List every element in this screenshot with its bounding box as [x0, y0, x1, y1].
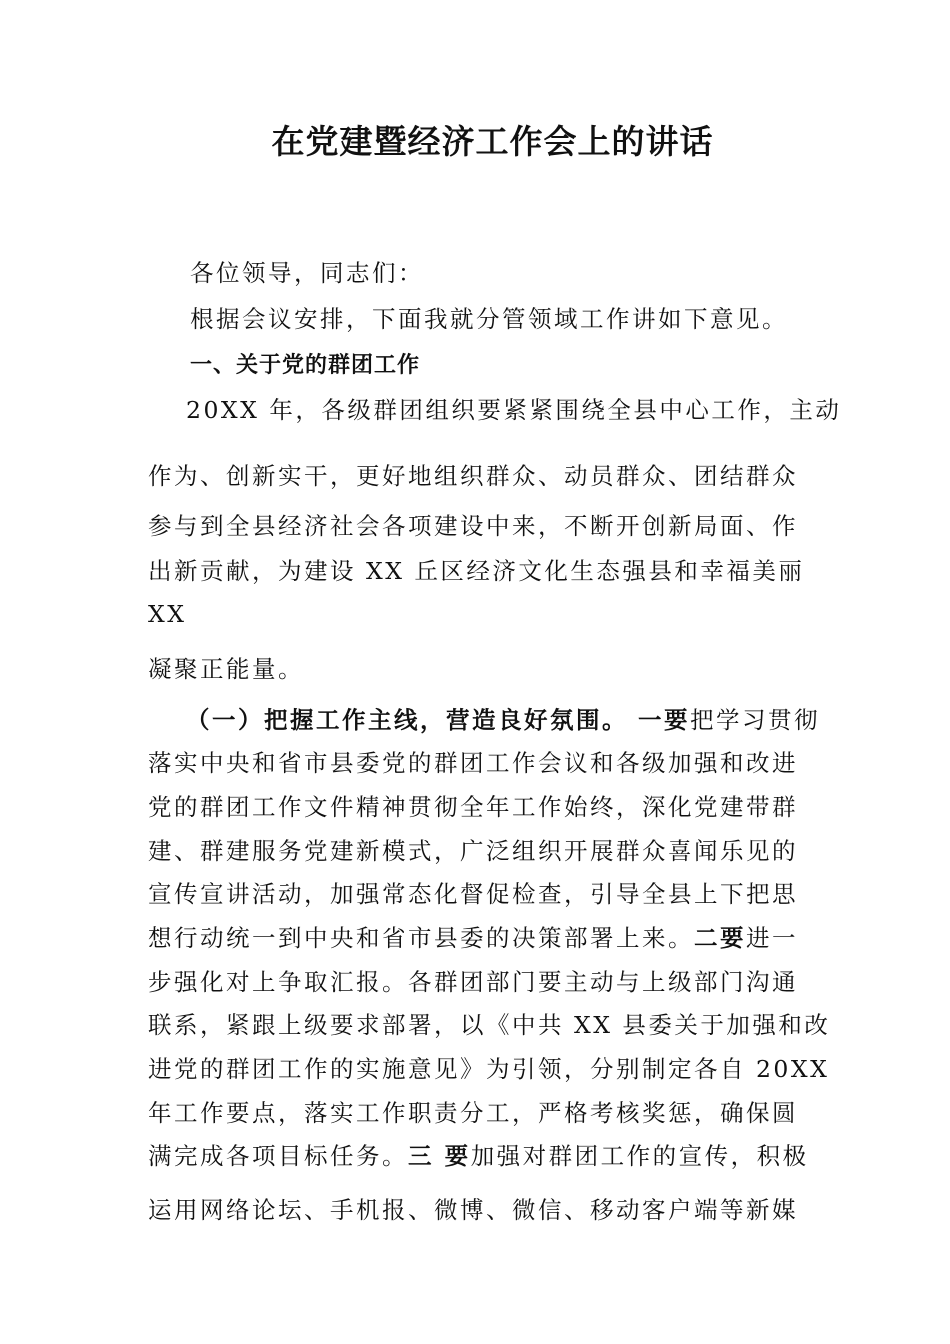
- paragraph-line: 运用网络论坛、手机报、微博、微信、移动客户端等新媒: [148, 1196, 798, 1224]
- paragraph-line: 步强化对上争取汇报。各群团部门要主动与上级部门沟通: [148, 968, 798, 996]
- paragraph-line: 进党的群团工作的实施意见》为引领，分别制定各自 20XX: [148, 1055, 830, 1083]
- paragraph-line: 参与到全县经济社会各项建设中来，不断开创新局面、作: [148, 512, 798, 540]
- subheading: （一）把握工作主线，营造良好氛围。: [186, 706, 628, 734]
- paragraph-line: 联系，紧跟上级要求部署，以《中共 XX 县委关于加强和改: [148, 1011, 831, 1039]
- paragraph-line: XX: [148, 600, 187, 628]
- keyword-san-yao: 三 要: [408, 1142, 471, 1170]
- paragraph-line: [186, 705, 820, 735]
- line-text: 进一: [746, 924, 798, 952]
- paragraph-line: 宣传宣讲活动，加强常态化督促检查，引导全县上下把思: [148, 880, 798, 908]
- line-text: 把学习贯彻: [689, 706, 820, 734]
- section-heading: 一、关于党的群团工作: [190, 353, 421, 378]
- line-text: 加强对群团工作的宣传，积极: [470, 1142, 809, 1170]
- keyword-yi-yao: 一要: [637, 706, 690, 734]
- paragraph-line: [148, 1141, 809, 1171]
- paragraph-line: 出新贡献，为建设 XX 丘区经济文化生态强县和幸福美丽: [148, 557, 805, 585]
- paragraph-line: 20XX 年，各级群团组织要紧紧围绕全县中心工作，主动: [186, 396, 842, 424]
- paragraph-line: 建、群建服务党建新模式，广泛组织开展群众喜闻乐见的: [148, 837, 798, 865]
- paragraph-line: 凝聚正能量。: [148, 655, 304, 683]
- paragraph-line: 党的群团工作文件精神贯彻全年工作始终，深化党建带群: [148, 793, 798, 821]
- paragraph-line: 作为、创新实干，更好地组织群众、动员群众、团结群众: [148, 462, 798, 490]
- line-text: 满完成各项目标任务。: [148, 1142, 408, 1170]
- line-text: 想行动统一到中央和省市县委的决策部署上来。: [148, 924, 694, 952]
- salutation: 各位领导，同志们：: [190, 259, 424, 287]
- keyword-er-yao: 二要: [694, 924, 746, 952]
- paragraph-line: 年工作要点，落实工作职责分工，严格考核奖惩，确保圆: [148, 1099, 798, 1127]
- intro-paragraph: 根据会议安排，下面我就分管领域工作讲如下意见。: [190, 305, 788, 333]
- paragraph-line: 落实中央和省市县委党的群团工作会议和各级加强和改进: [148, 749, 798, 777]
- document-title: 在党建暨经济工作会上的讲话: [271, 122, 714, 161]
- paragraph-line: [148, 923, 798, 953]
